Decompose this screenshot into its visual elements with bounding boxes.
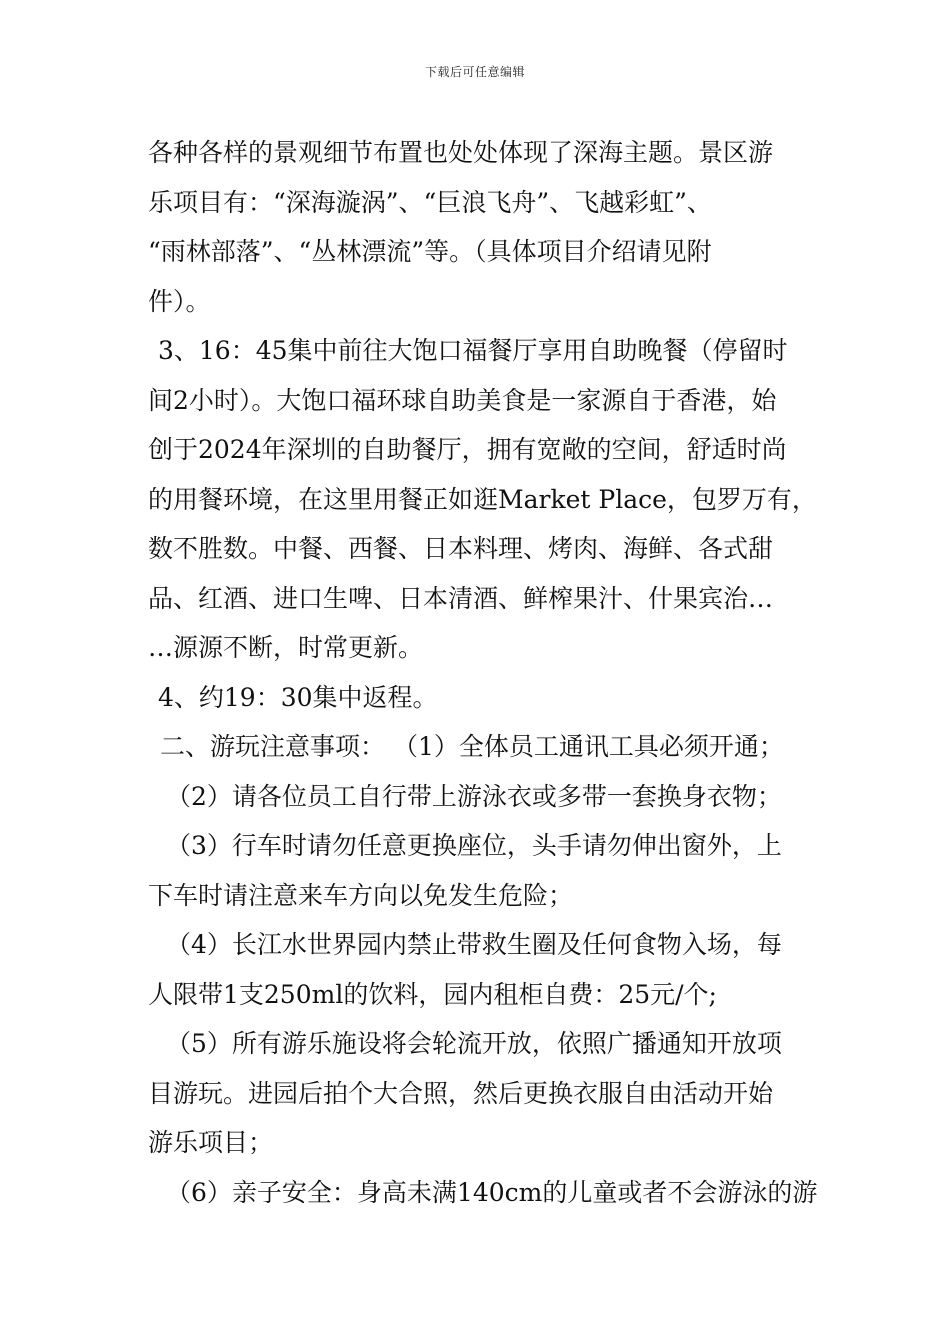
- body-line: 游乐项目；: [148, 1128, 274, 1157]
- body-line: （3）行车时请勿任意更换座位，头手请勿伸出窗外，上: [166, 831, 782, 860]
- body-line: 件）。: [148, 286, 211, 316]
- document-body: [148, 128, 828, 1217]
- body-line: 各种各样的景观细节布置也处处体现了深海主题。景区游: [148, 138, 774, 167]
- body-line: 数不胜数。中餐、西餐、日本料理、烤肉、海鲜、各式甜: [148, 534, 774, 563]
- body-line: （4）长江水世界园内禁止带救生圈及任何食物入场，每: [166, 930, 782, 959]
- body-line: 4、约19：30集中返程。: [158, 682, 438, 712]
- body-line: 创于2024年深圳的自助餐厅，拥有宽敞的空间，舒适时尚: [148, 435, 787, 464]
- body-line: 间2小时）。大饱口福环球自助美食是一家源自于香港，始: [148, 385, 777, 415]
- page-header-note: 下载后可任意编辑: [424, 65, 525, 79]
- body-line: 人限带1支250ml的饮料，园内租柜自费：25元/个;: [148, 979, 717, 1009]
- body-line: （5）所有游乐施设将会轮流开放，依照广播通知开放项: [166, 1029, 782, 1058]
- body-line: 下车时请注意来车方向以免发生危险；: [148, 880, 574, 910]
- body-line: （6）亲子安全：身高未满140cm的儿童或者不会游泳的游: [166, 1177, 818, 1207]
- body-line: （2）请各位员工自行带上游泳衣或多带一套换身衣物；: [166, 781, 782, 811]
- body-line: 目游玩。进园后拍个大合照，然后更换衣服自由活动开始: [148, 1078, 774, 1108]
- body-line: 3、16：45集中前往大饱口福餐厅享用自助晚餐（停留时: [158, 336, 788, 365]
- body-line: 品、红酒、进口生啤、日本清酒、鲜榨果汁、什果宾治…: [148, 583, 774, 613]
- section-heading-line: 二、游玩注意事项： （1）全体员工通讯工具必须开通；: [160, 732, 784, 761]
- body-line: …源源不断，时常更新。: [148, 633, 424, 662]
- body-line: 的用餐环境，在这里用餐正如逛Market Place，包罗万有，: [148, 484, 817, 514]
- body-line: “雨林部落”、“丛林漂流”等。（具体项目介绍请见附: [148, 237, 712, 266]
- body-line: 乐项目有：“深海漩涡”、“巨浪飞舟”、飞越彩虹”、: [148, 187, 712, 217]
